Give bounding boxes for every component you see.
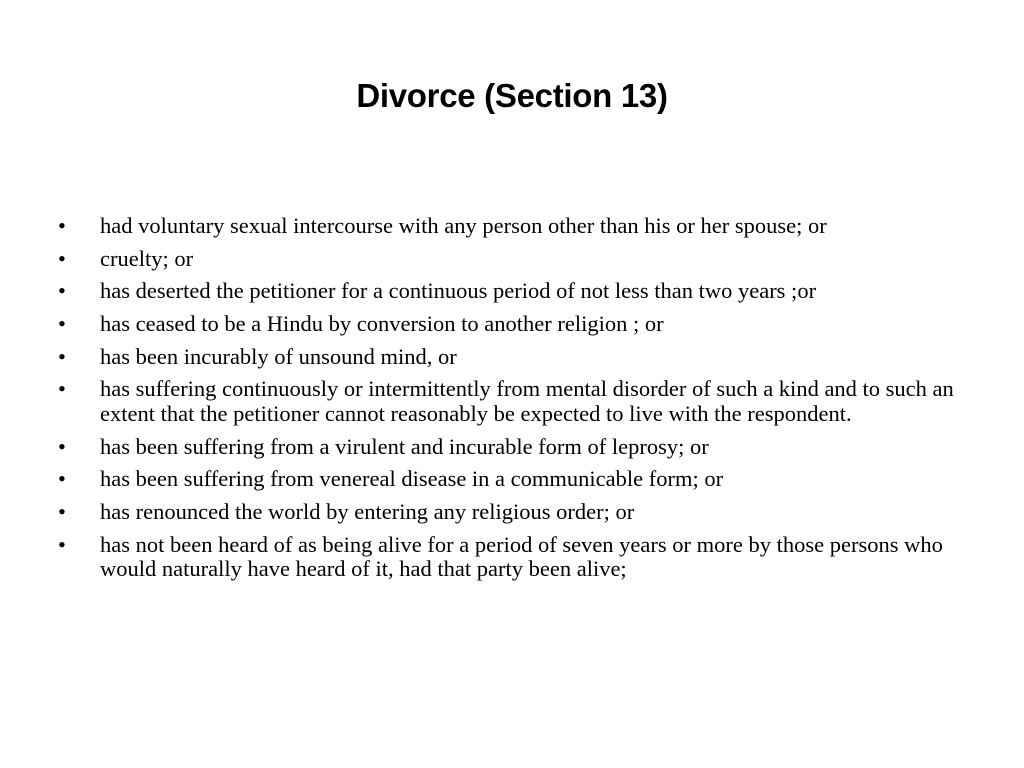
bullet-icon: • xyxy=(58,531,66,557)
list-item xyxy=(58,214,978,239)
bullet-icon: • xyxy=(58,245,66,271)
bullet-icon: • xyxy=(58,311,66,337)
bullet-icon: • xyxy=(58,499,66,524)
list-item-text: has not been heard of as being alive for a period of seven years or more by those persons who would naturally have heard of it, had that party been alive; xyxy=(100,531,943,582)
list-item xyxy=(58,500,978,525)
list-item xyxy=(58,345,978,370)
list-item-text: has been suffering from venereal disease in a communicable form; or xyxy=(100,466,724,492)
bullet-icon: • xyxy=(58,376,66,402)
list-item xyxy=(58,533,978,582)
list-item xyxy=(58,467,978,492)
bullet-icon: • xyxy=(58,278,66,304)
list-item-text: has been suffering from a virulent and incurable form of leprosy; or xyxy=(100,433,709,459)
list-item-text: has been incurably of unsound mind, or xyxy=(100,343,457,369)
slide-title: Divorce (Section 13) xyxy=(356,77,668,114)
list-item xyxy=(58,435,978,460)
list-item-text: has suffering continuously or intermittently from mental disorder of such a kind and to such an extent that the petitioner cannot reasonably be expected to live with the respondent. xyxy=(100,376,954,426)
bullet-list xyxy=(58,214,978,590)
list-item xyxy=(58,279,978,304)
list-item xyxy=(58,247,978,272)
list-item-text: cruelty; or xyxy=(100,245,194,271)
bullet-icon: • xyxy=(58,466,66,492)
list-item xyxy=(58,377,978,426)
list-item-text: has renounced the world by entering any religious order; or xyxy=(100,499,635,524)
bullet-icon: • xyxy=(58,213,66,238)
list-item-text: had voluntary sexual intercourse with any person other than his or her spouse; or xyxy=(100,213,827,238)
list-item xyxy=(58,312,978,337)
bullet-icon: • xyxy=(58,433,66,459)
list-item-text: has deserted the petitioner for a continuous period of not less than two years ;or xyxy=(100,278,817,304)
list-item-text: has ceased to be a Hindu by conversion to another religion ; or xyxy=(100,311,664,337)
bullet-icon: • xyxy=(58,343,66,369)
